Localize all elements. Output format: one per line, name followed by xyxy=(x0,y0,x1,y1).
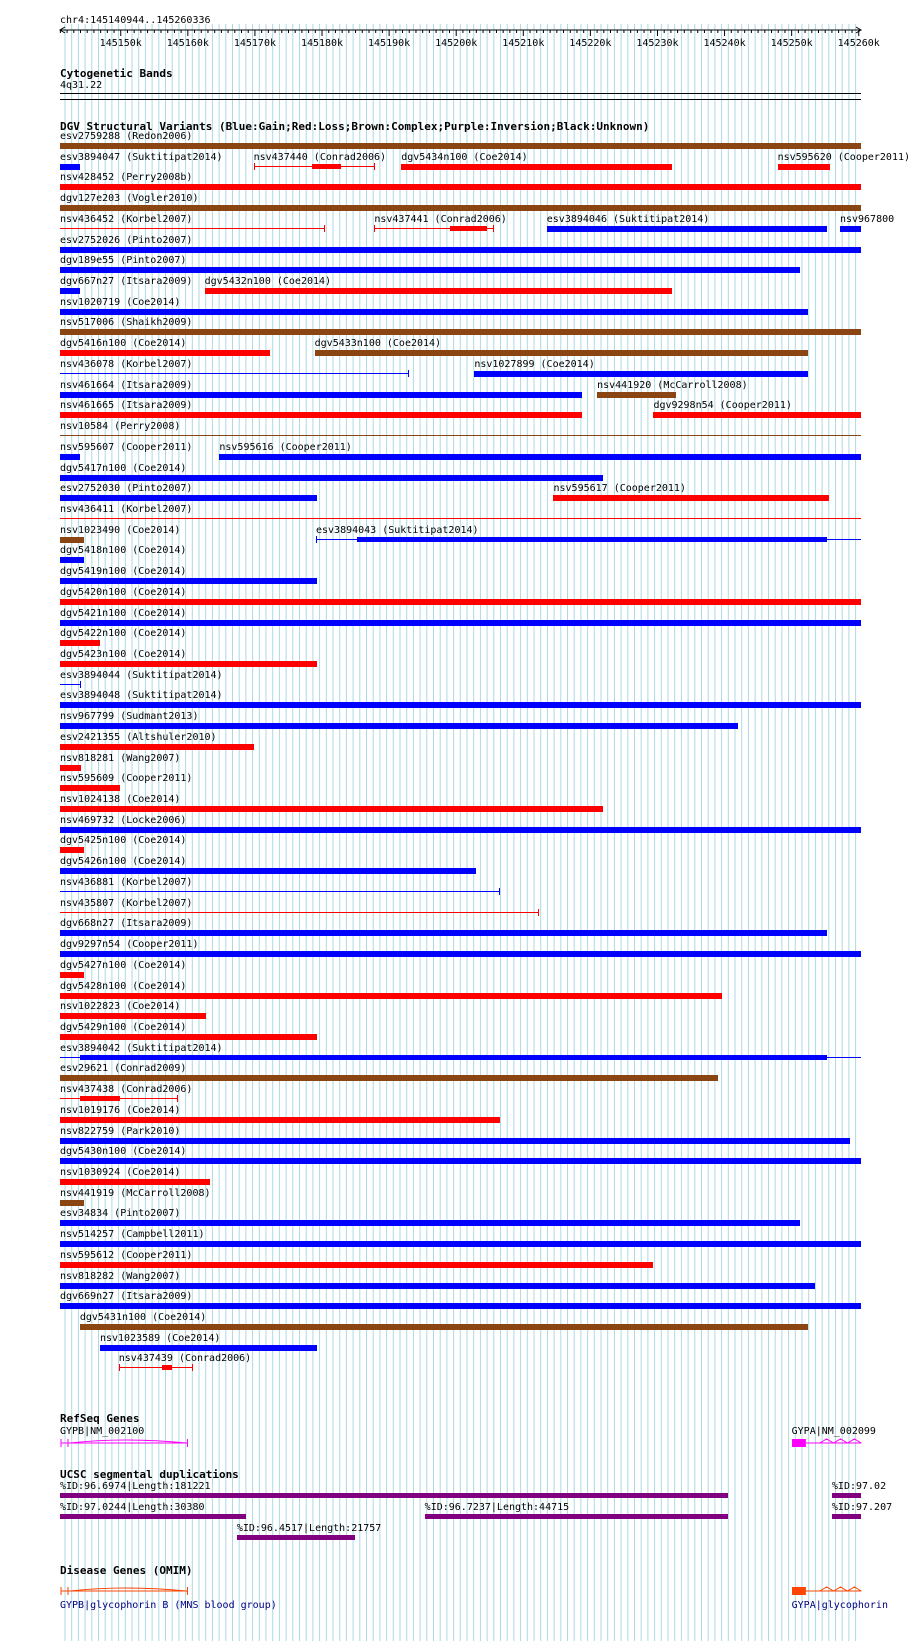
dgv-variant-bar[interactable] xyxy=(60,661,317,667)
dgv-variant-bar[interactable] xyxy=(119,1367,193,1368)
dgv-variant-bar[interactable] xyxy=(60,684,81,685)
omim-gene-label[interactable]: GYPA|glycophorin xyxy=(791,1600,888,1611)
dgv-variant-bar[interactable] xyxy=(60,951,861,957)
dgv-variant-bar[interactable] xyxy=(840,226,861,232)
dgv-variant-bar[interactable] xyxy=(401,164,672,170)
dgv-variant-bar[interactable] xyxy=(60,578,317,584)
dgv-variant-bar[interactable] xyxy=(60,143,861,149)
dgv-variant-label[interactable]: nsv469732 (Locke2006) xyxy=(60,814,187,826)
dgv-variant-label[interactable]: nsv514257 (Campbell2011) xyxy=(60,1229,205,1241)
segdup-label[interactable]: %ID:97.02 xyxy=(831,1481,887,1492)
dgv-variant-bar[interactable] xyxy=(100,1345,317,1351)
dgv-variant-bar[interactable] xyxy=(60,1283,815,1289)
dgv-variant-bar[interactable] xyxy=(60,765,81,771)
dgv-variant-bar[interactable] xyxy=(60,1241,861,1247)
dgv-variant-bar[interactable] xyxy=(60,557,84,563)
dgv-variant-bar[interactable] xyxy=(60,744,254,750)
dgv-variant-label[interactable]: dgv5434n100 (Coe2014) xyxy=(401,151,528,163)
dgv-variant-bar[interactable] xyxy=(60,1117,500,1123)
ruler-tick-label: 145260k xyxy=(837,38,880,49)
dgv-variant-bar-end[interactable] xyxy=(374,225,375,232)
dgv-variant-bar-end[interactable] xyxy=(80,681,81,688)
dgv-variant-label[interactable]: nsv1023589 (Coe2014) xyxy=(99,1332,221,1344)
dgv-variant-bar[interactable] xyxy=(60,435,861,436)
dgv-variant-bar[interactable] xyxy=(547,226,827,232)
dgv-variant-bar[interactable] xyxy=(60,205,861,211)
dgv-variant-bar[interactable] xyxy=(80,1324,809,1330)
dgv-variant-bar-end[interactable] xyxy=(538,909,539,916)
dgv-variant-label[interactable]: nsv437441 (Conrad2006) xyxy=(374,213,507,225)
segdup-bar[interactable] xyxy=(60,1514,246,1519)
dgv-variant-bar[interactable] xyxy=(60,1220,800,1226)
dgv-variant-bar[interactable] xyxy=(778,164,830,170)
dgv-variant-bar-end[interactable] xyxy=(177,1095,178,1102)
dgv-variant-label[interactable]: nsv1022823 (Coe2014) xyxy=(60,1001,181,1013)
dgv-variant-label[interactable]: nsv1023490 (Coe2014) xyxy=(60,524,181,536)
dgv-variant-bar[interactable] xyxy=(315,350,809,356)
dgv-variant-label[interactable]: nsv436452 (Korbel2007) xyxy=(60,213,193,225)
dgv-variant-label[interactable]: dgv5430n100 (Coe2014) xyxy=(60,1146,187,1158)
dgv-variant-label[interactable]: nsv595617 (Cooper2011) xyxy=(553,483,686,495)
dgv-variant-bar[interactable] xyxy=(60,599,861,605)
dgv-variant-bar[interactable] xyxy=(60,847,84,853)
dgv-variant-label[interactable]: dgv5432n100 (Coe2014) xyxy=(204,276,332,288)
dgv-variant-core[interactable] xyxy=(162,1365,173,1370)
dgv-variant-label[interactable]: nsv818281 (Wang2007) xyxy=(60,752,181,764)
dgv-variant-bar-end[interactable] xyxy=(192,1364,193,1371)
dgv-variant-label[interactable]: dgv5429n100 (Coe2014) xyxy=(60,1021,187,1033)
dgv-variant-bar[interactable] xyxy=(60,267,800,273)
dgv-variant-label[interactable]: nsv1027899 (Coe2014) xyxy=(474,358,595,370)
dgv-variant-bar-end[interactable] xyxy=(493,225,494,232)
dgv-variant-bar-end[interactable] xyxy=(499,888,500,895)
dgv-variant-label[interactable]: nsv595612 (Cooper2011) xyxy=(60,1249,193,1261)
cytoband-track-title[interactable]: Cytogenetic Bands xyxy=(60,67,173,80)
dgv-variant-bar[interactable] xyxy=(60,475,603,481)
dgv-variant-label[interactable]: dgv667n27 (Itsara2009) xyxy=(60,276,193,288)
dgv-variant-bar[interactable] xyxy=(60,495,317,501)
segdup-bar[interactable] xyxy=(237,1535,355,1540)
dgv-variant-label[interactable]: nsv435807 (Korbel2007) xyxy=(60,897,193,909)
dgv-variant-bar[interactable] xyxy=(60,1013,206,1019)
dgv-variant-label[interactable]: nsv1024138 (Coe2014) xyxy=(60,794,181,806)
dgv-variant-bar[interactable] xyxy=(60,537,84,543)
dgv-variant-label[interactable]: nsv818282 (Wang2007) xyxy=(60,1270,181,1282)
dgv-variant-bar[interactable] xyxy=(219,454,861,460)
segdup-bar[interactable] xyxy=(60,1493,728,1498)
dgv-variant-bar[interactable] xyxy=(60,1200,84,1206)
dgv-variant-bar[interactable] xyxy=(60,1034,317,1040)
ruler-tick-label: 145240k xyxy=(703,38,746,49)
dgv-variant-bar[interactable] xyxy=(60,329,861,335)
dgv-variant-bar[interactable] xyxy=(60,912,539,913)
omim-gene-model[interactable] xyxy=(60,1585,191,1597)
dgv-variant-label[interactable]: nsv428452 (Perry2008b) xyxy=(60,172,193,184)
dgv-variant-label[interactable]: nsv595616 (Cooper2011) xyxy=(219,441,352,453)
ruler-tick-label: 145250k xyxy=(770,38,813,49)
segdup-label[interactable]: %ID:97.207 xyxy=(831,1502,893,1513)
dgv-variant-label[interactable]: esv2421355 (Altshuler2010) xyxy=(60,731,217,743)
ruler-tick-label: 145180k xyxy=(300,38,344,49)
dgv-variant-bar[interactable] xyxy=(653,412,861,418)
dgv-variant-bar[interactable] xyxy=(60,891,500,892)
ruler-tick-label: 145220k xyxy=(569,38,612,49)
dgv-variant-label[interactable]: esv2752030 (Pinto2007) xyxy=(60,483,193,495)
dgv-variant-core[interactable] xyxy=(357,537,827,542)
dgv-variant-bar[interactable] xyxy=(60,1303,861,1309)
dgv-variant-label[interactable]: dgv668n27 (Itsara2009) xyxy=(60,918,193,930)
dgv-variant-bar[interactable] xyxy=(60,785,120,791)
dgv-variant-bar[interactable] xyxy=(60,373,409,374)
dgv-variant-label[interactable]: dgv9298n54 (Cooper2011) xyxy=(653,400,792,412)
ruler-tick-label: 145160k xyxy=(166,38,209,49)
ruler-tick-label: 145210k xyxy=(502,38,545,49)
dgv-variant-label[interactable]: nsv595620 (Cooper2011) xyxy=(777,151,910,163)
dgv-variant-bar[interactable] xyxy=(60,247,861,253)
dgv-variant-label[interactable]: esv2752026 (Pinto2007) xyxy=(60,234,193,246)
dgv-variant-bar[interactable] xyxy=(474,371,808,377)
dgv-variant-bar[interactable] xyxy=(60,640,100,646)
dgv-variant-label[interactable]: dgv5431n100 (Coe2014) xyxy=(79,1312,207,1324)
dgv-variant-label[interactable]: nsv967799 (Sudmant2013) xyxy=(60,711,199,723)
dgv-variant-label[interactable]: esv3894042 (Suktitipat2014) xyxy=(60,1042,223,1054)
dgv-variant-bar[interactable] xyxy=(60,1158,861,1164)
dgv-variant-core[interactable] xyxy=(80,1055,827,1060)
dgv-variant-core[interactable] xyxy=(450,226,487,231)
dgv-variant-label[interactable]: esv2759288 (Redon2006) xyxy=(60,131,193,142)
dgv-variant-label[interactable]: nsv436411 (Korbel2007) xyxy=(60,503,193,515)
dgv-variant-label[interactable]: dgv5417n100 (Coe2014) xyxy=(60,462,187,474)
dgv-variant-bar[interactable] xyxy=(205,288,673,294)
dgv-variant-bar[interactable] xyxy=(60,806,603,812)
dgv-variant-bar-end[interactable] xyxy=(254,163,255,170)
dgv-variant-label[interactable]: dgv5425n100 (Coe2014) xyxy=(60,835,187,847)
dgv-variant-bar[interactable] xyxy=(60,184,861,190)
dgv-variant-bar[interactable] xyxy=(60,392,582,398)
ruler-tick-label: 145150k xyxy=(99,38,142,49)
dgv-variant-label[interactable]: dgv5419n100 (Coe2014) xyxy=(60,566,187,578)
dgv-variant-bar[interactable] xyxy=(60,972,84,978)
segdup-bar[interactable] xyxy=(832,1514,861,1519)
refseq-gene-label[interactable]: GYPB|NM_002100 xyxy=(60,1426,145,1437)
dgv-variant-bar[interactable] xyxy=(60,454,80,460)
dgv-variant-label[interactable]: dgv127e203 (Vogler2010) xyxy=(60,193,199,205)
dgv-variant-bar[interactable] xyxy=(60,930,827,936)
dgv-variant-label[interactable]: nsv822759 (Park2010) xyxy=(60,1125,181,1137)
dgv-variant-label[interactable]: nsv967800 xyxy=(839,213,895,225)
dgv-variant-label[interactable]: nsv436078 (Korbel2007) xyxy=(60,358,193,370)
dgv-variant-label[interactable]: nsv437438 (Conrad2006) xyxy=(60,1084,193,1096)
dgv-variant-label[interactable]: esv34834 (Pinto2007) xyxy=(60,1208,181,1220)
ruler-tick-label: 145170k xyxy=(233,38,277,49)
refseq-gene-label[interactable]: GYPA|NM_002099 xyxy=(791,1426,876,1437)
ruler-region-label: chr4:145140944..145260336 xyxy=(60,15,211,26)
dgv-variant-bar[interactable] xyxy=(60,868,476,874)
dgv-variant-label[interactable]: dgv5416n100 (Coe2014) xyxy=(60,338,187,350)
omim-gene-label[interactable]: GYPB|glycophorin B (MNS blood group) xyxy=(60,1600,277,1611)
refseq-intron-line xyxy=(61,1439,188,1447)
segdup-label[interactable]: %ID:97.0244|Length:30380 xyxy=(60,1502,205,1513)
refseq-gene-model[interactable] xyxy=(60,1437,191,1449)
dgv-variant-label[interactable]: nsv436881 (Korbel2007) xyxy=(60,876,193,888)
dgv-variant-bar[interactable] xyxy=(60,827,861,833)
dgv-variant-label[interactable]: nsv1019176 (Coe2014) xyxy=(60,1104,181,1116)
dgv-variant-label[interactable]: dgv5433n100 (Coe2014) xyxy=(314,338,442,350)
dgv-variant-bar[interactable] xyxy=(60,1179,210,1185)
dgv-variant-label[interactable]: nsv461665 (Itsara2009) xyxy=(60,400,193,412)
dgv-variant-bar-end[interactable] xyxy=(316,536,317,543)
dgv-variant-bar[interactable] xyxy=(60,350,270,356)
dgv-variant-label[interactable]: esv3894046 (Suktitipat2014) xyxy=(546,213,710,225)
omim-track-title[interactable]: Disease Genes (OMIM) xyxy=(60,1564,193,1577)
dgv-variant-label[interactable]: dgv5423n100 (Coe2014) xyxy=(60,649,187,660)
dgv-variant-label[interactable]: esv3894048 (Suktitipat2014) xyxy=(60,690,223,702)
dgv-variant-label[interactable]: dgv5418n100 (Coe2014) xyxy=(60,545,187,557)
dgv-variant-label[interactable]: nsv1020719 (Coe2014) xyxy=(60,296,181,308)
dgv-variant-label[interactable]: dgv189e55 (Pinto2007) xyxy=(60,255,187,267)
dgv-variant-bar[interactable] xyxy=(60,309,808,315)
cytoband-label[interactable]: 4q31.22 xyxy=(60,80,103,91)
dgv-variant-bar-end[interactable] xyxy=(374,163,375,170)
segdup-bar[interactable] xyxy=(425,1514,728,1519)
dgv-variant-bar-end[interactable] xyxy=(324,225,325,232)
dgv-variant-bar[interactable] xyxy=(60,288,80,294)
segdup-label[interactable]: %ID:96.4517|Length:21757 xyxy=(236,1523,382,1534)
dgv-variant-label[interactable]: nsv441920 (McCarroll2008) xyxy=(597,379,748,391)
omim-gene-model[interactable] xyxy=(792,1585,864,1597)
dgv-variant-label[interactable]: nsv441919 (McCarroll2008) xyxy=(60,1187,211,1199)
dgv-variant-bar[interactable] xyxy=(60,228,325,229)
dgv-variant-label[interactable]: nsv461664 (Itsara2009) xyxy=(60,379,193,391)
dgv-variant-core[interactable] xyxy=(312,164,341,169)
dgv-variant-bar-end[interactable] xyxy=(408,370,409,377)
segdup-label[interactable]: %ID:96.7237|Length:44715 xyxy=(424,1502,570,1513)
dgv-variant-bar[interactable] xyxy=(60,518,861,519)
dgv-variant-bar[interactable] xyxy=(60,702,861,708)
refseq-track-title[interactable]: RefSeq Genes xyxy=(60,1412,140,1425)
dgv-variant-bar-end[interactable] xyxy=(119,1364,120,1371)
dgv-variant-bar[interactable] xyxy=(60,620,861,626)
dgv-variant-label[interactable]: dgv5427n100 (Coe2014) xyxy=(60,959,187,971)
dgv-variant-label[interactable]: nsv595609 (Cooper2011) xyxy=(60,773,193,785)
dgv-variant-bar[interactable] xyxy=(60,993,722,999)
dgv-variant-bar[interactable] xyxy=(60,164,80,170)
dgv-variant-label[interactable]: nsv437440 (Conrad2006) xyxy=(253,151,387,163)
ruler-tick-label: 145200k xyxy=(435,38,478,49)
segdup-bar[interactable] xyxy=(832,1493,861,1498)
dgv-variant-label[interactable]: dgv5421n100 (Coe2014) xyxy=(60,607,187,619)
dgv-variant-label[interactable]: esv29621 (Conrad2009) xyxy=(60,1063,187,1075)
dgv-variant-bar[interactable] xyxy=(60,723,738,729)
dgv-variant-label[interactable]: dgv5426n100 (Coe2014) xyxy=(60,856,187,868)
ruler-tick-label: 145230k xyxy=(636,38,679,49)
dgv-variant-label[interactable]: dgv5428n100 (Coe2014) xyxy=(60,980,187,992)
dgv-variant-bar[interactable] xyxy=(60,1138,850,1144)
dgv-track-title[interactable]: DGV Structural Variants (Blue:Gain;Red:Loss;Brown:Complex;Purple:Inversion;Black:Unknown) xyxy=(60,120,650,133)
dgv-variant-label[interactable]: dgv669n27 (Itsara2009) xyxy=(60,1291,193,1303)
dgv-variant-label[interactable]: dgv5422n100 (Coe2014) xyxy=(60,628,187,640)
dgv-variant-label[interactable]: dgv5420n100 (Coe2014) xyxy=(60,586,187,598)
dgv-variant-bar[interactable] xyxy=(60,1262,653,1268)
dgv-variant-bar[interactable] xyxy=(60,1075,718,1081)
dgv-variant-label[interactable]: dgv9297n54 (Cooper2011) xyxy=(60,939,199,951)
dgv-variant-label[interactable]: nsv10584 (Perry2008) xyxy=(60,421,181,433)
ruler-tick-label: 145190k xyxy=(368,38,411,49)
dgv-variant-label[interactable]: nsv595607 (Cooper2011) xyxy=(60,441,193,453)
dgv-variant-bar[interactable] xyxy=(597,392,676,398)
dgv-variant-core[interactable] xyxy=(80,1096,120,1101)
dgv-variant-bar[interactable] xyxy=(60,412,582,418)
segdup-track-title[interactable]: UCSC segmental duplications xyxy=(60,1468,239,1481)
dgv-variant-label[interactable]: nsv437439 (Conrad2006) xyxy=(118,1353,252,1365)
dgv-variant-label[interactable]: esv3894044 (Suktitipat2014) xyxy=(60,669,223,681)
segdup-label[interactable]: %ID:96.6974|Length:181221 xyxy=(60,1481,211,1492)
dgv-variant-label[interactable]: nsv1030924 (Coe2014) xyxy=(60,1167,181,1178)
refseq-gene-model[interactable] xyxy=(792,1437,864,1449)
dgv-variant-label[interactable]: esv3894043 (Suktitipat2014) xyxy=(315,524,479,536)
dgv-variant-label[interactable]: esv3894047 (Suktitipat2014) xyxy=(60,151,223,163)
dgv-variant-bar[interactable] xyxy=(553,495,828,501)
omim-intron-line xyxy=(61,1587,188,1595)
dgv-variant-label[interactable]: nsv517006 (Shaikh2009) xyxy=(60,317,193,329)
